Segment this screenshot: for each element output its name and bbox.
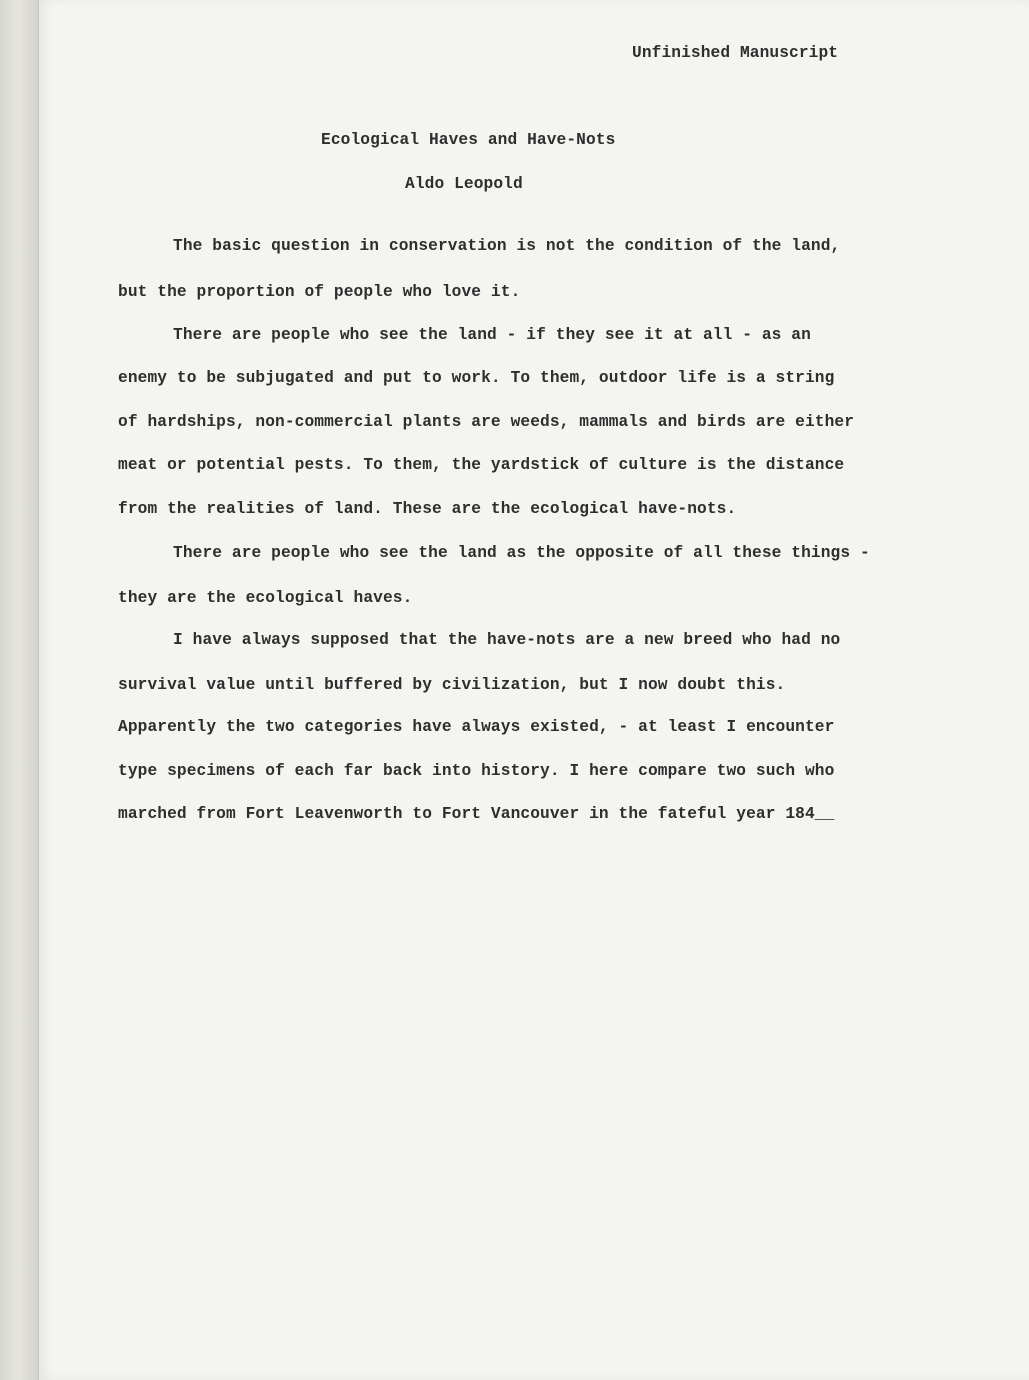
text-line: survival value until buffered by civilization, but I now doubt this. — [118, 676, 786, 694]
text-line: The basic question in conservation is not the condition of the land, — [173, 237, 841, 255]
text-line: meat or potential pests. To them, the yardstick of culture is the distance — [118, 456, 845, 474]
document-title: Ecological Haves and Have-Nots — [321, 131, 616, 149]
text-line: they are the ecological haves. — [118, 589, 413, 607]
text-line: I have always supposed that the have-nots are a new breed who had no — [173, 631, 841, 649]
text-line: marched from Fort Leavenworth to Fort Vancouver in the fateful year 184__ — [118, 805, 835, 823]
text-line: Apparently the two categories have always existed, - at least I encounter — [118, 718, 835, 736]
text-line: but the proportion of people who love it. — [118, 283, 521, 301]
text-line: enemy to be subjugated and put to work. To them, outdoor life is a string — [118, 369, 835, 387]
text-line: from the realities of land. These are the ecological have-nots. — [118, 500, 737, 518]
header-note: Unfinished Manuscript — [632, 44, 839, 62]
binding-edge — [0, 0, 39, 1380]
text-line: type specimens of each far back into history. I here compare two such who — [118, 762, 835, 780]
document-author: Aldo Leopold — [405, 175, 523, 193]
text-line: of hardships, non-commercial plants are weeds, mammals and birds are either — [118, 413, 855, 431]
text-line: There are people who see the land - if they see it at all - as an — [173, 326, 811, 344]
text-line: There are people who see the land as the opposite of all these things - — [173, 544, 870, 562]
manuscript-page — [39, 0, 1029, 1380]
